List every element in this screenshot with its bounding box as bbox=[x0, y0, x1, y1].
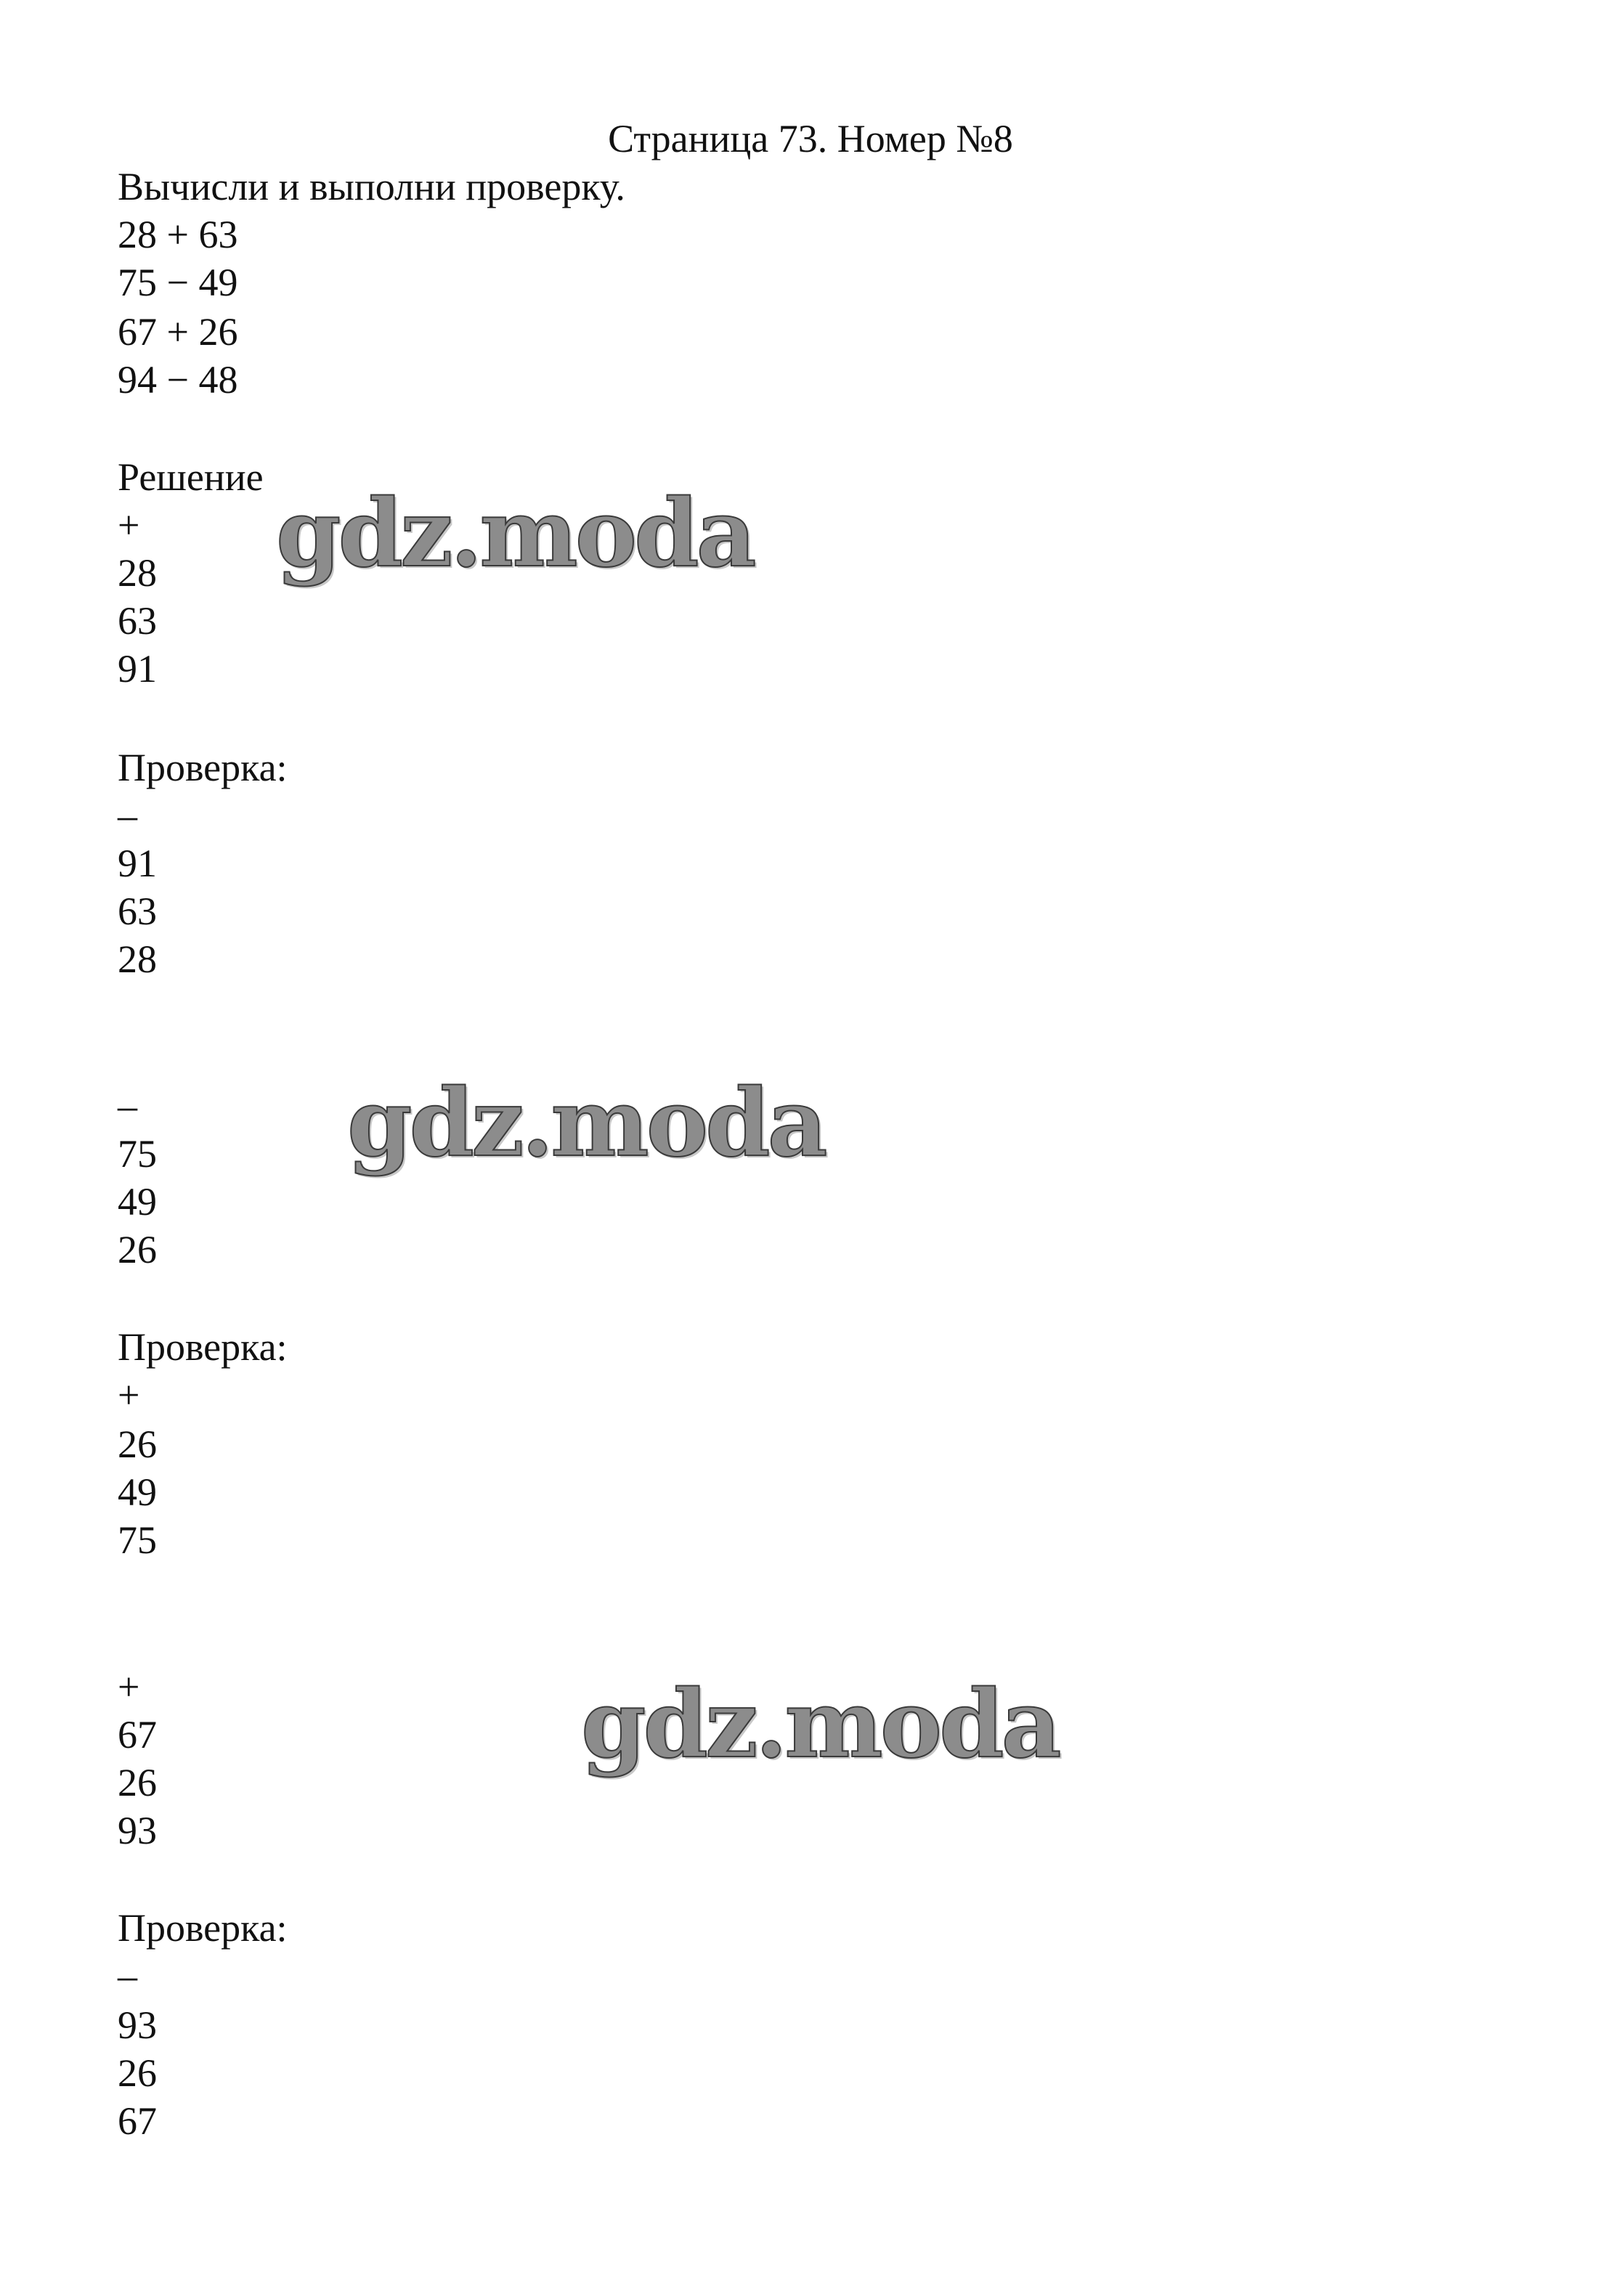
solution-heading: Решение bbox=[118, 455, 264, 499]
check-label: Проверка: bbox=[118, 1906, 288, 1950]
operation-sign: + bbox=[118, 1665, 140, 1709]
watermark: gdz.moda bbox=[347, 1069, 825, 1178]
task-instruction: Вычисли и выполни проверку. bbox=[118, 165, 625, 208]
operation-sign: – bbox=[118, 794, 137, 837]
calc-line: 49 bbox=[118, 1470, 157, 1514]
watermark: gdz.moda bbox=[581, 1670, 1059, 1779]
operation-sign: – bbox=[118, 1084, 137, 1128]
calc-line: 63 bbox=[118, 890, 157, 933]
task-expression: 28 + 63 bbox=[118, 213, 238, 256]
calc-line: 49 bbox=[118, 1180, 157, 1224]
calc-line: 26 bbox=[118, 1761, 157, 1804]
calc-result: 75 bbox=[118, 1518, 157, 1562]
task-expression: 94 − 48 bbox=[118, 358, 238, 402]
check-label: Проверка: bbox=[118, 746, 288, 789]
calc-line: 28 bbox=[118, 551, 157, 595]
calc-line: 91 bbox=[118, 842, 157, 885]
calc-line: 93 bbox=[118, 2003, 157, 2047]
calc-result: 67 bbox=[118, 2099, 157, 2143]
operation-sign: + bbox=[118, 503, 140, 547]
check-label: Проверка: bbox=[118, 1325, 288, 1369]
operation-sign: – bbox=[118, 1954, 137, 1998]
watermark: gdz.moda bbox=[276, 479, 754, 588]
calc-result: 91 bbox=[118, 647, 157, 691]
page-title: Страница 73. Номер №8 bbox=[608, 117, 1013, 160]
calc-result: 93 bbox=[118, 1809, 157, 1852]
task-expression: 75 − 49 bbox=[118, 261, 238, 304]
calc-line: 63 bbox=[118, 599, 157, 643]
calc-line: 67 bbox=[118, 1713, 157, 1756]
calc-line: 75 bbox=[118, 1132, 157, 1176]
task-expression: 67 + 26 bbox=[118, 310, 238, 354]
calc-result: 28 bbox=[118, 937, 157, 981]
calc-line: 26 bbox=[118, 2051, 157, 2095]
calc-result: 26 bbox=[118, 1228, 157, 1271]
operation-sign: + bbox=[118, 1373, 140, 1417]
calc-line: 26 bbox=[118, 1422, 157, 1466]
